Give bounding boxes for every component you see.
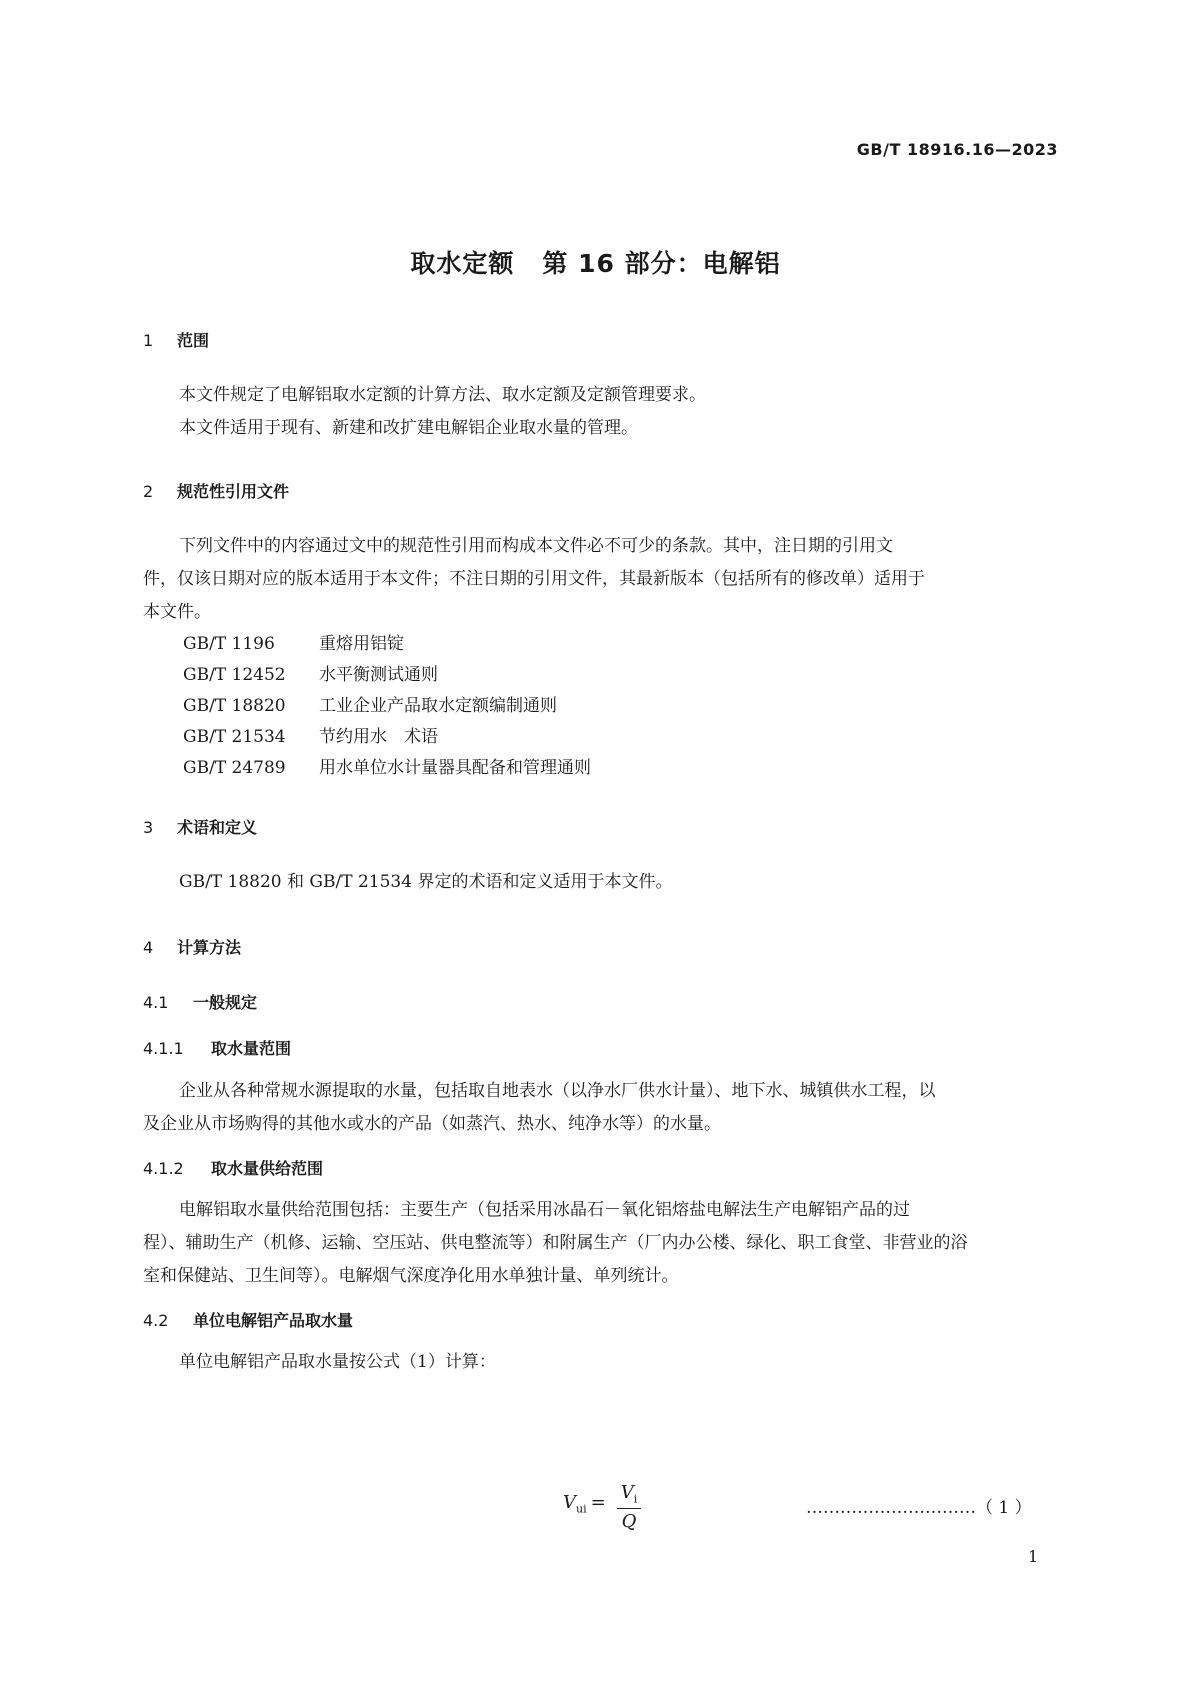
page-number: 1	[1028, 1547, 1039, 1566]
formula-number: …………………………（ 1 ）	[806, 1498, 1032, 1518]
paragraph-line: 室和保健站、卫生间等）。电解烟气深度净化用水单独计量、单列统计。	[143, 1266, 679, 1286]
section-4-1-2-body	[143, 1194, 1058, 1293]
section-number: 3	[143, 818, 154, 837]
section-4-2-body	[143, 1346, 1058, 1379]
paragraph-line: 件，仅该日期对应的版本适用于本文件；不注日期的引用文件，其最新版本（包括所有的修改单）适用于	[143, 569, 925, 589]
fraction-bar	[617, 1508, 641, 1509]
section-number: 4.2	[143, 1311, 169, 1330]
reference-code: GB/T 18820	[183, 696, 286, 716]
reference-title: 用水单位水计量器具配备和管理通则	[319, 758, 591, 778]
section-4-1-heading	[143, 990, 257, 1013]
section-title: 单位电解铝产品取水量	[193, 1311, 354, 1330]
section-3-body	[143, 866, 1058, 899]
section-number: 4.1	[143, 993, 169, 1012]
paragraph-line: 单位电解铝产品取水量按公式（1）计算：	[179, 1352, 496, 1372]
paragraph-line: GB/T 18820 和 GB/T 21534 界定的术语和定义适用于本文件。	[179, 872, 673, 892]
reference-code: GB/T 12452	[183, 665, 286, 685]
paragraph-line: 企业从各种常规水源提取的水量，包括取自地表水（以净水厂供水计量）、地下水、城镇供水工程，以	[179, 1081, 936, 1101]
title-part: 第 16 部分：电解铝	[542, 249, 781, 278]
paragraph-line: 下列文件中的内容通过文中的规范性引用而构成本文件必不可少的条款。其中，注日期的引用文	[179, 536, 893, 556]
paragraph-line: 程）、辅助生产（机修、运输、空压站、供电整流等）和附属生产（厂内办公楼、绿化、职工食堂、非营业的浴	[143, 1233, 968, 1253]
reference-title: 重熔用铝锭	[319, 634, 404, 654]
formula-lhs-subscript: ui	[576, 1502, 587, 1516]
title-main: 取水定额	[410, 249, 515, 278]
formula-numerator	[617, 1482, 641, 1506]
reference-code: GB/T 1196	[183, 634, 275, 654]
standard-number: GB/T 18916.16—2023	[856, 140, 1058, 159]
section-4-1-1-heading	[143, 1036, 291, 1059]
reference-item	[183, 691, 557, 716]
paragraph-line: 电解铝取水量供给范围包括：主要生产（包括采用冰晶石－氧化铝熔盐电解法生产电解铝产品的过	[179, 1200, 910, 1220]
section-title: 取水量供给范围	[211, 1159, 324, 1178]
reference-item	[183, 753, 591, 778]
section-title: 一般规定	[193, 993, 258, 1012]
section-3-heading	[143, 815, 257, 838]
section-title: 范围	[177, 331, 210, 350]
paragraph-line: 本文件适用于现有、新建和改扩建电解铝企业取水量的管理。	[179, 418, 638, 438]
formula-numerator-subscript: i	[633, 1492, 638, 1506]
section-4-2-heading	[143, 1308, 353, 1331]
formula-lhs	[563, 1492, 610, 1516]
formula-numerator-symbol: V	[620, 1482, 634, 1503]
reference-title: 工业企业产品取水定额编制通则	[319, 696, 557, 716]
reference-item	[183, 722, 438, 747]
section-title: 规范性引用文件	[177, 482, 290, 501]
section-number: 4.1.1	[143, 1039, 184, 1058]
section-1-body	[143, 379, 1058, 445]
section-number: 1	[143, 331, 154, 350]
section-title: 取水量范围	[211, 1039, 292, 1058]
paragraph-line: 本文件规定了电解铝取水定额的计算方法、取水定额及定额管理要求。	[179, 385, 706, 405]
formula-fraction	[617, 1482, 641, 1532]
section-2-body	[143, 530, 1058, 629]
reference-title: 节约用水 术语	[319, 727, 438, 747]
formula-denominator: Q	[621, 1510, 637, 1532]
section-number: 2	[143, 482, 154, 501]
section-4-1-2-heading	[143, 1156, 323, 1179]
formula-equals: =	[590, 1492, 606, 1513]
section-title: 计算方法	[177, 938, 242, 957]
section-number: 4.1.2	[143, 1159, 184, 1178]
reference-item	[183, 629, 404, 654]
section-title: 术语和定义	[177, 818, 258, 837]
reference-code: GB/T 21534	[183, 727, 286, 747]
section-4-1-1-body	[143, 1075, 1058, 1141]
document-title	[0, 244, 1191, 280]
paragraph-line: 本文件。	[143, 602, 211, 622]
reference-item	[183, 660, 438, 685]
formula-lhs-symbol: V	[563, 1492, 576, 1513]
section-1-heading	[143, 328, 209, 351]
reference-title: 水平衡测试通则	[319, 665, 438, 685]
section-4-heading	[143, 935, 241, 958]
section-number: 4	[143, 938, 154, 957]
paragraph-line: 及企业从市场购得的其他水或水的产品（如蒸汽、热水、纯净水等）的水量。	[143, 1114, 721, 1134]
reference-code: GB/T 24789	[183, 758, 286, 778]
section-2-heading	[143, 479, 289, 502]
